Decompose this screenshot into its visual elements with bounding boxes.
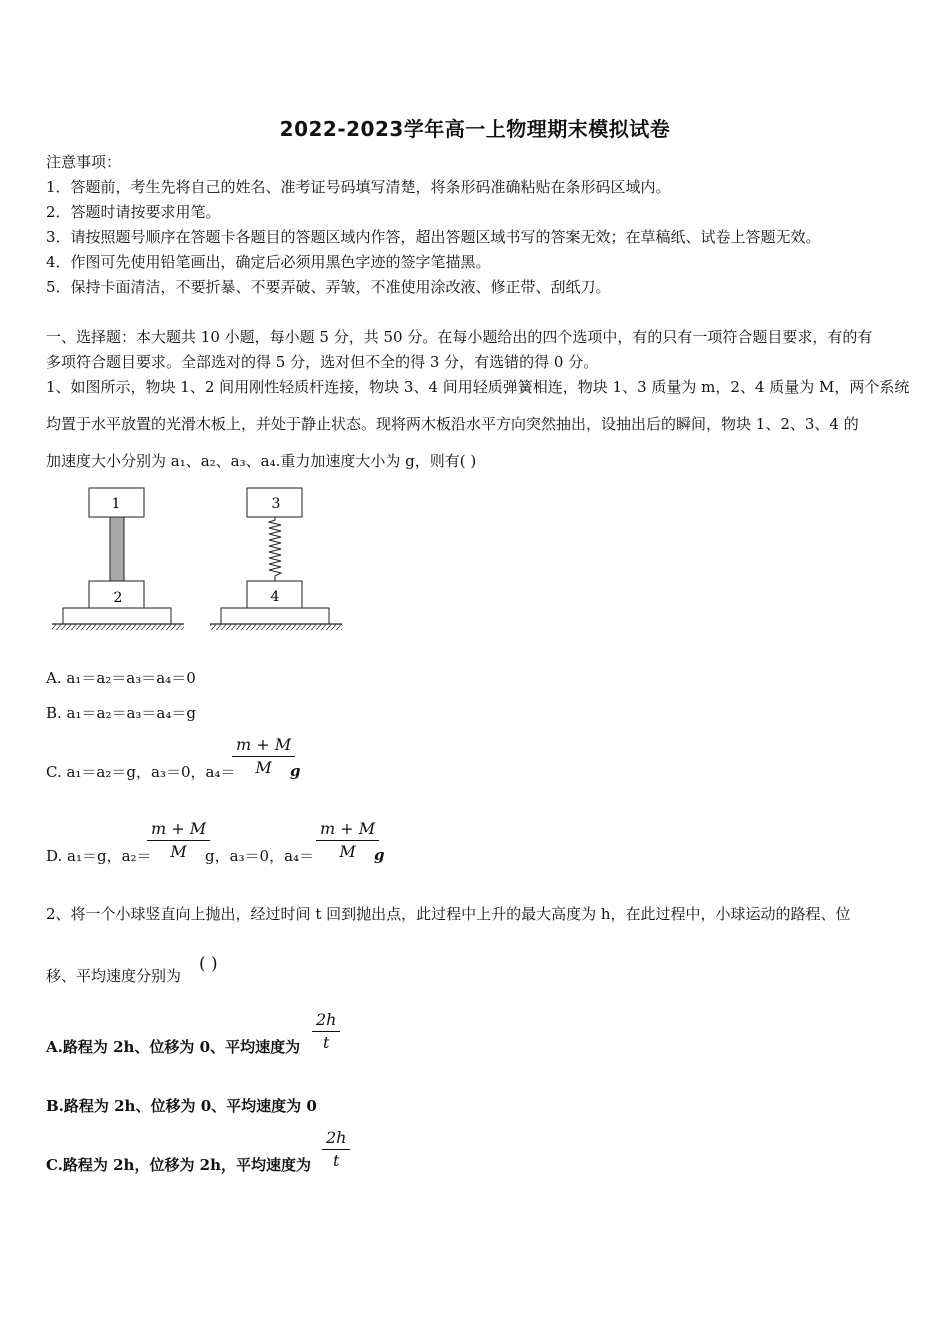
fraction-2h-over-t: $\frac{2h}{t}$	[322, 1128, 350, 1172]
section-instructions: 多项符合题目要求。全部选对的得 5 分，选对但不全的得 3 分，有选错的得 0 分。	[46, 353, 599, 371]
note-item: 1．答题前，考生先将自己的姓名、准考证号码填写清楚，将条形码准确粘贴在条形码区域内。	[46, 178, 671, 196]
option-b: B. a₁＝a₂＝a₃＝a₄＝g	[46, 704, 196, 722]
spring	[269, 517, 281, 581]
block-3-label: 3	[271, 496, 281, 512]
fraction-m-plus-M-over-M: $\frac{m + M}{M}$	[316, 819, 379, 863]
page-title: 2022-2023学年高一上物理期末模拟试卷	[279, 117, 671, 141]
notes-heading: 注意事项：	[46, 153, 122, 171]
note-item: 4．作图可先使用铅笔画出，确定后必须用黑色字迹的签字笔描黑。	[46, 253, 491, 271]
note-item: 2．答题时请按要求用笔。	[46, 203, 221, 221]
option-c: C.路程为 2h，位移为 2h，平均速度为	[46, 1156, 312, 1174]
fraction-2h-over-t: $\frac{2h}{t}$	[312, 1010, 340, 1054]
question-2-text: 移、平均速度分别为	[46, 967, 182, 985]
gravity-symbol: g	[290, 762, 301, 780]
question-1-text: 均置于水平放置的光滑木板上，并处于静止状态。现将两木板沿水平方向突然抽出，设抽出后的瞬间，物块 1、2、3、4 的	[46, 415, 859, 433]
block-1-label: 1	[111, 496, 121, 512]
option-a: A. a₁＝a₂＝a₃＝a₄＝0	[46, 669, 196, 687]
section-instructions: 一、选择题：本大题共 10 小题，每小题 5 分，共 50 分。在每小题给出的四个选项中，有的只有一项符合题目要求，有的有	[46, 328, 873, 346]
ground-left	[52, 624, 184, 630]
block-2-label: 2	[113, 590, 123, 606]
question-1-figure	[48, 484, 348, 636]
fraction-m-plus-M-over-M: $\frac{m + M}{M}$	[232, 735, 295, 779]
block-4-label: 4	[270, 589, 280, 605]
answer-paren: ( )	[199, 954, 218, 974]
note-item: 3．请按照题号顺序在答题卡各题目的答题区域内作答，超出答题区域书写的答案无效；在草稿纸、试卷上答题无效。	[46, 228, 821, 246]
board-right	[221, 608, 329, 624]
option-a: A.路程为 2h、位移为 0、平均速度为	[46, 1038, 301, 1056]
question-1-text: 加速度大小分别为 a₁、a₂、a₃、a₄.重力加速度大小为 g，则有( )	[46, 452, 477, 470]
rigid-rod	[110, 517, 124, 581]
board-left	[63, 608, 171, 624]
option-b: B.路程为 2h、位移为 0、平均速度为 0	[46, 1097, 317, 1115]
gravity-symbol: g	[374, 846, 385, 864]
fraction-m-plus-M-over-M: $\frac{m + M}{M}$	[147, 819, 210, 863]
option-d: D. a₁＝g，a₂＝	[46, 847, 152, 865]
question-1-text: 1、如图所示，物块 1、2 间用刚性轻质杆连接，物块 3、4 间用轻质弹簧相连，物块 1、3 质量为 m，2、4 质量为 M，两个系统	[46, 378, 910, 396]
option-d-continued: g，a₃＝0，a₄＝	[205, 847, 315, 865]
ground-right	[210, 624, 342, 630]
question-2-text: 2、将一个小球竖直向上抛出，经过时间 t 回到抛出点，此过程中上升的最大高度为 h，在此过程中，小球运动的路程、位	[46, 905, 851, 923]
note-item: 5．保持卡面清洁，不要折暴、不要弄破、弄皱，不准使用涂改液、修正带、刮纸刀。	[46, 278, 611, 296]
option-c: C. a₁＝a₂＝g，a₃＝0，a₄＝	[46, 763, 236, 781]
